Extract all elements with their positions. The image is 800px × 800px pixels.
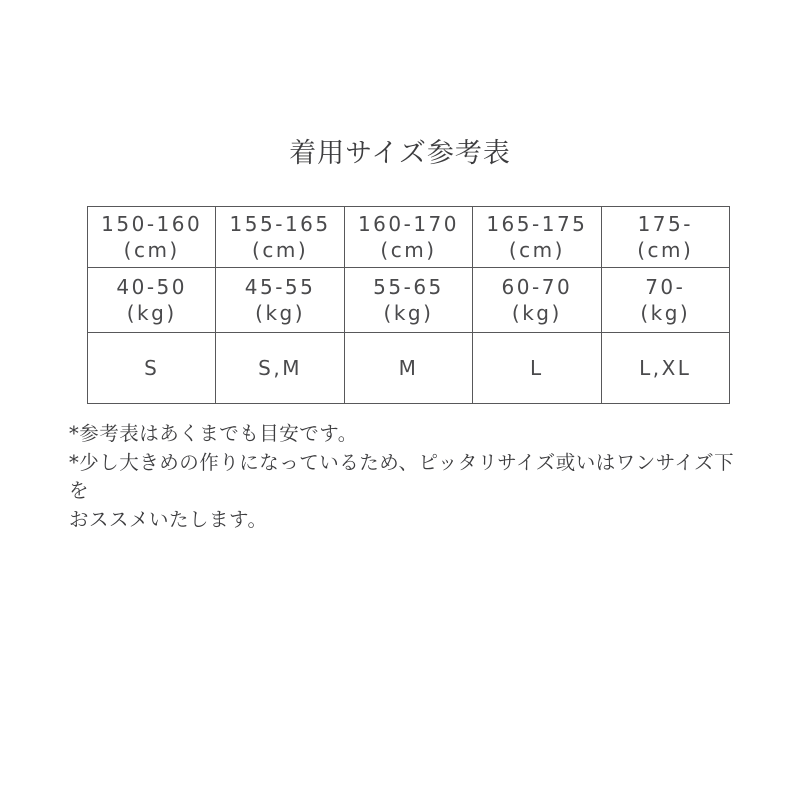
weight-cell [344,268,472,333]
height-unit: (cm) [252,238,309,262]
footnote-line: *参考表はあくまでも目安です。 [69,422,358,445]
height-range: 165-175 [486,212,588,236]
footnote-line: おススメいたします。 [69,507,268,531]
height-row [88,207,730,268]
height-unit: (cm) [508,238,565,262]
height-cell [88,207,216,268]
size-cell: M [344,333,472,404]
height-unit: (cm) [123,238,180,262]
weight-unit: (kg) [640,301,691,325]
height-cell [216,207,344,268]
height-range: 175- [637,212,693,236]
weight-row [88,268,730,333]
weight-unit: (kg) [511,301,562,325]
weight-unit: (kg) [255,301,306,325]
height-cell [601,207,729,268]
size-cell: L [473,333,601,404]
size-cell: S,M [216,333,344,404]
weight-cell [88,268,216,333]
weight-range: 45-55 [244,275,316,299]
page-title: 着用サイズ参考表 [289,138,511,169]
height-range: 160-170 [357,212,460,236]
height-range: 150-160 [101,212,203,236]
weight-cell [473,268,601,333]
weight-unit: (kg) [383,301,434,325]
height-unit: (cm) [380,238,437,262]
weight-range: 55-65 [373,275,444,299]
footnote-line: *少し大きめの作りになっているため、ピッタリサイズ或いはワンサイズ下を [69,450,735,502]
size-table [87,206,730,404]
weight-range: 60-70 [501,275,573,299]
footnotes [69,420,749,534]
weight-cell [601,268,729,333]
size-cell: L,XL [601,333,729,404]
size-row [88,333,730,404]
height-unit: (cm) [637,238,694,262]
height-cell [344,207,472,268]
size-cell: S [88,333,216,404]
height-range: 155-165 [229,212,331,236]
weight-range: 70- [645,275,686,299]
height-cell [473,207,601,268]
weight-unit: (kg) [126,301,177,325]
weight-range: 40-50 [116,275,187,299]
weight-cell [216,268,344,333]
